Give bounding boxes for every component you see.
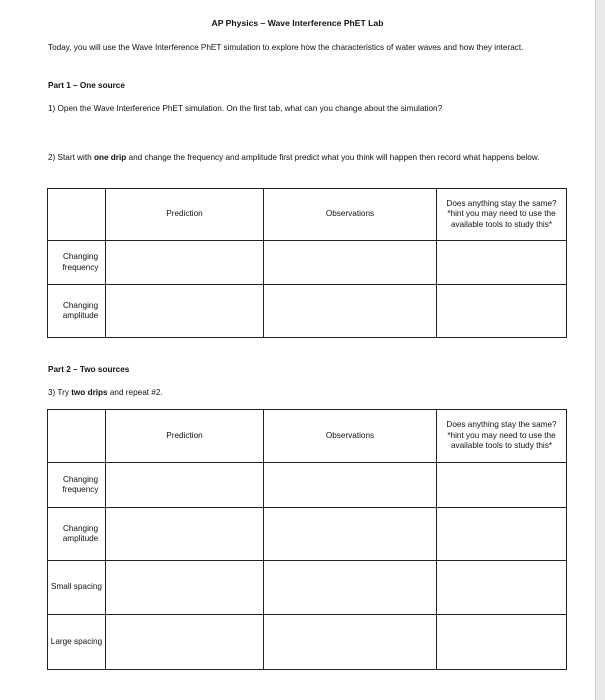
table2-header-prediction: Prediction: [106, 410, 264, 463]
table-row: [48, 285, 567, 338]
table1-row-label-frequency: Changing frequency: [48, 241, 106, 285]
table2-row-label-large-spacing: Large spacing: [48, 615, 106, 670]
part1-heading: Part 1 – One source: [48, 81, 125, 90]
table-one-source: [47, 188, 567, 338]
table1-prediction-cell[interactable]: [106, 241, 264, 285]
question-3: [48, 386, 163, 399]
table1-header-row: [48, 189, 567, 241]
table2-prediction-cell[interactable]: [106, 508, 264, 561]
question-2-suffix: and change the frequency and amplitude first predict what you think will happen then record what happens below.: [126, 153, 540, 162]
intro-text: Today, you will use the Wave Interference PhET simulation to explore how the characteristics of water waves and how they interact.: [48, 43, 524, 52]
table1-header-stay-same: Does anything stay the same? *hint you may need to use the available tools to study this*: [437, 189, 567, 241]
table2-row-label-amplitude: Changing amplitude: [48, 508, 106, 561]
table1-observations-cell[interactable]: [264, 285, 437, 338]
table1-row-label-amplitude: Changing amplitude: [48, 285, 106, 338]
question-2-bold: one drip: [93, 153, 127, 162]
question-3-suffix: and repeat #2.: [107, 388, 163, 397]
table1-stay-same-cell[interactable]: [437, 285, 567, 338]
table2-observations-cell[interactable]: [264, 561, 437, 615]
table-row: [48, 241, 567, 285]
table2-observations-cell[interactable]: [264, 508, 437, 561]
table-row: [48, 561, 567, 615]
table1-header-corner: [48, 189, 106, 241]
question-2: [48, 151, 548, 164]
question-3-bold: two drips: [71, 388, 108, 397]
table2-stay-same-cell[interactable]: [437, 561, 567, 615]
table1-prediction-cell[interactable]: [106, 285, 264, 338]
table2-header-observations: Observations: [264, 410, 437, 463]
table1-header-observations: Observations: [264, 189, 437, 241]
table2-observations-cell[interactable]: [264, 615, 437, 670]
page-title: AP Physics – Wave Interference PhET Lab: [211, 18, 384, 28]
table2-prediction-cell[interactable]: [106, 615, 264, 670]
table2-header-row: [48, 410, 567, 463]
question-2-prefix: 2) Start with: [48, 153, 94, 162]
table2-header-corner: [48, 410, 106, 463]
table2-stay-same-cell[interactable]: [437, 508, 567, 561]
table-row: [48, 508, 567, 561]
table2-prediction-cell[interactable]: [106, 463, 264, 508]
table2-row-label-frequency: Changing frequency: [48, 463, 106, 508]
table-two-sources: [47, 409, 567, 670]
question-1: 1) Open the Wave Interference PhET simulation. On the first tab, what can you change about the simulation?: [48, 104, 443, 113]
table2-stay-same-cell[interactable]: [437, 615, 567, 670]
table2-stay-same-cell[interactable]: [437, 463, 567, 508]
table-row: [48, 463, 567, 508]
table2-observations-cell[interactable]: [264, 463, 437, 508]
table1-stay-same-cell[interactable]: [437, 241, 567, 285]
table1-observations-cell[interactable]: [264, 241, 437, 285]
question-3-prefix: 3) Try: [48, 388, 72, 397]
part2-heading: Part 2 – Two sources: [48, 365, 130, 374]
table1-header-prediction: Prediction: [106, 189, 264, 241]
table2-prediction-cell[interactable]: [106, 561, 264, 615]
table2-row-label-small-spacing: Small spacing: [48, 561, 106, 615]
table2-header-stay-same: Does anything stay the same? *hint you may need to use the available tools to study this*: [437, 410, 567, 463]
table-row: [48, 615, 567, 670]
